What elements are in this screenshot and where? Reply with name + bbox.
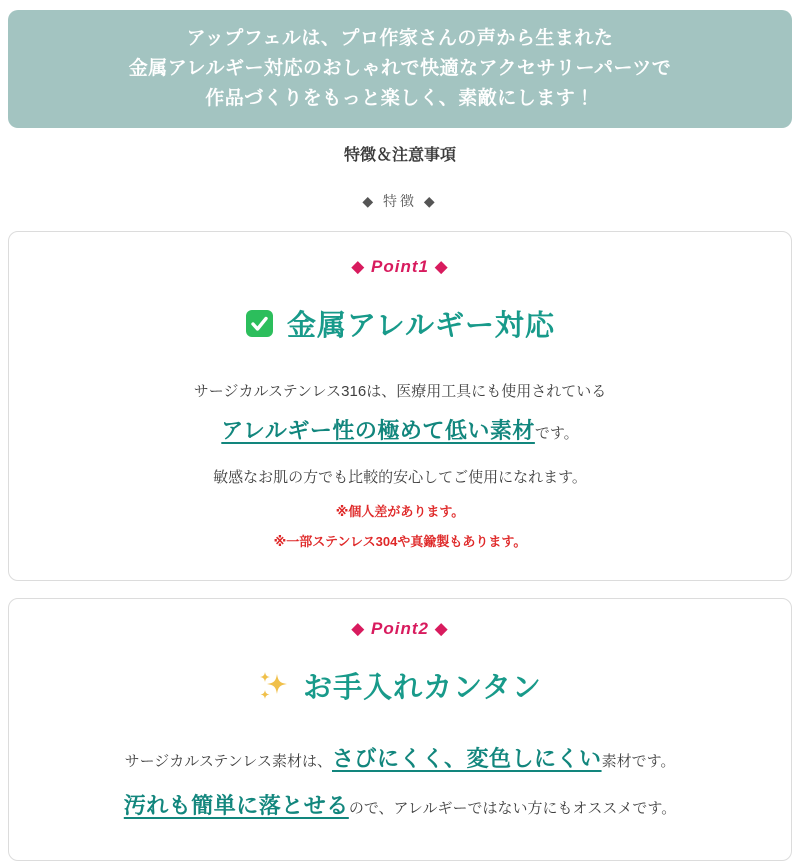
banner-line-2: 金属アレルギー対応のおしゃれで快適なアクセサリーパーツで: [128, 58, 672, 79]
point1-heading: 金属アレルギー対応: [286, 310, 556, 342]
intro-banner: [8, 10, 792, 128]
point2-line2-highlight: 汚れも簡単に落とせる: [123, 793, 349, 818]
point1-note-1: ※個人差があります。: [335, 504, 465, 519]
point2-body-line2: [29, 789, 771, 826]
sparkles-icon: [258, 670, 290, 702]
point1-label: ◆ Point1 ◆: [351, 257, 449, 276]
point1-body-line2: 敏感なお肌の方でも比較的安心してご使用になれます。: [213, 469, 587, 486]
page-title: 特徴＆注意事項: [343, 147, 456, 164]
check-icon: [245, 309, 274, 338]
point2-line1-highlight: さびにくく、変色しにくい: [332, 746, 602, 771]
point2-line1-suffix: 素材です。: [601, 753, 676, 770]
point2-line1-prefix: サージカルステンレス素材は、: [124, 753, 332, 770]
point2-card: [8, 598, 792, 861]
point1-highlight-suffix: です。: [534, 425, 579, 442]
point1-body-line1: サージカルステンレス316は、医療用工具にも使用されている: [193, 383, 607, 400]
point1-highlight-text: アレルギー性の極めて低い素材: [221, 418, 535, 443]
point2-heading: お手入れカンタン: [303, 672, 542, 704]
point2-label: ◆ Point2 ◆: [351, 619, 449, 638]
point1-card: [8, 231, 792, 581]
point1-note-2: ※一部ステンレス304や真鍮製もあります。: [273, 534, 527, 549]
point2-heading-row: [29, 665, 771, 706]
banner-line-1: アップフェルは、プロ作家さんの声から生まれた: [186, 28, 614, 49]
point2-line2-suffix: ので、アレルギーではない方にもオススメです。: [348, 800, 677, 817]
banner-line-3: 作品づくりをもっと楽しく、素敵にします！: [205, 88, 595, 109]
point2-body-line1: [29, 742, 771, 779]
point1-highlight-line: [29, 414, 771, 451]
point1-heading-row: [29, 303, 771, 344]
section-subtitle-features: ◆ 特徴 ◆: [362, 193, 438, 209]
